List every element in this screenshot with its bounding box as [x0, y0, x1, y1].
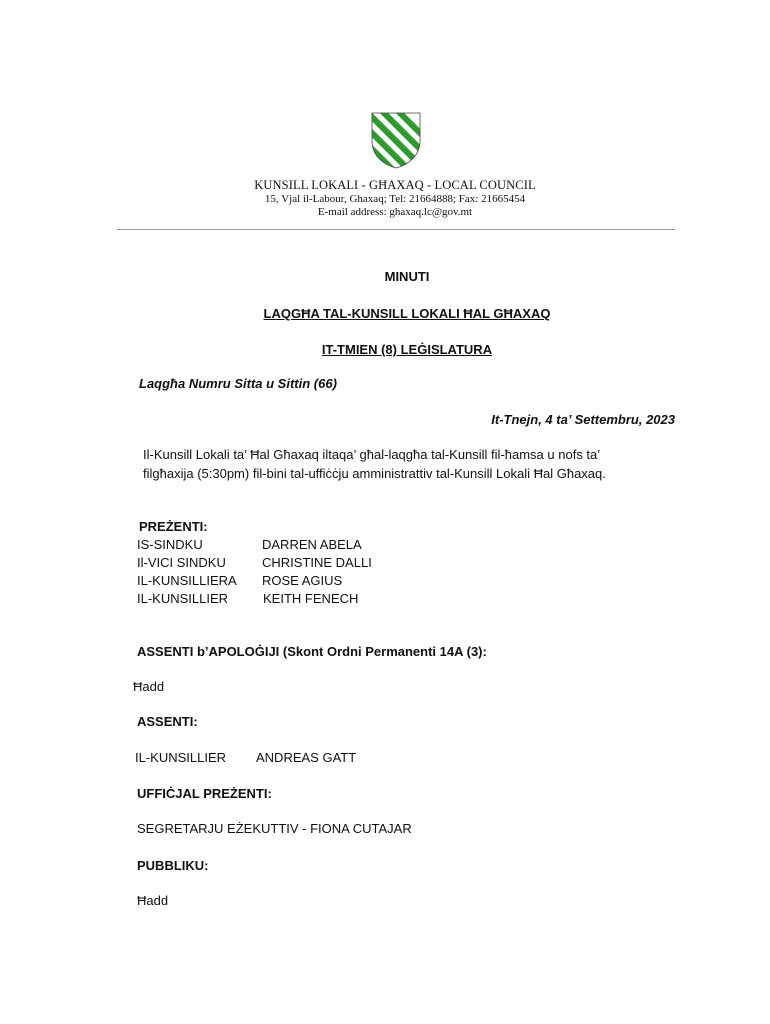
council-crest-logo: [370, 111, 422, 169]
present-name: CHRISTINE DALLI: [262, 555, 372, 570]
council-email: E-mail address: ghaxaq.lc@gov.mt: [317, 206, 473, 218]
present-heading: PREŻENTI:: [139, 519, 208, 534]
public-value: Ħadd: [137, 893, 169, 908]
council-name: KUNSILL LOKALI - GĦAXAQ - LOCAL COUNCIL: [254, 178, 536, 192]
present-role: IL-KUNSILLIER: [137, 591, 229, 606]
meeting-subtitle: LAQGĦA TAL-KUNSILL LOKALI ĦAL GĦAXAQ: [263, 306, 551, 321]
header-divider: [117, 229, 675, 230]
absent-role: IL-KUNSILLIER: [135, 750, 227, 765]
officials-value: SEGRETARJU EŻEKUTTIV - FIONA CUTAJAR: [137, 821, 412, 836]
absent-name: ANDREAS GATT: [256, 750, 357, 765]
document-title: MINUTI: [384, 269, 430, 284]
present-name: DARREN ABELA: [262, 537, 362, 552]
meeting-date: It-Tnejn, 4 ta’ Settembru, 2023: [491, 412, 675, 427]
public-heading: PUBBLIKU:: [137, 858, 209, 873]
present-role: IL-KUNSILLIERA: [137, 573, 237, 588]
legislature-heading: IT-TMIEN (8) LEĠISLATURA: [321, 342, 493, 357]
council-address: 15, Vjal il-Labour, Ghaxaq; Tel: 21664888; Fax: 21665454: [264, 193, 526, 205]
intro-paragraph-line-1: Il-Kunsill Lokali ta’ Ħal Għaxaq iltaqa’ għal-laqgħa tal-Kunsill fil-ħamsa u nofs ta’: [143, 447, 601, 462]
absent-heading: ASSENTI:: [137, 714, 198, 729]
present-role: IS-SINDKU: [137, 537, 203, 552]
apologies-heading: ASSENTI b’APOLOĠIJI (Skont Ordni Permanenti 14A (3):: [137, 644, 487, 659]
intro-paragraph-line-2: filgħaxija (5:30pm) fil-bini tal-uffiċċju amministrattiv tal-Kunsill Lokali Ħal Għaxaq.: [143, 466, 606, 481]
meeting-number: Laqgħa Numru Sitta u Sittin (66): [139, 376, 337, 391]
apologies-value: Ħadd: [133, 679, 165, 694]
present-role: Il-VICI SINDKU: [137, 555, 226, 570]
present-name: ROSE AGIUS: [262, 573, 343, 588]
officials-heading: UFFIĊJAL PREŻENTI:: [137, 786, 272, 801]
present-name: KEITH FENECH: [263, 591, 359, 606]
